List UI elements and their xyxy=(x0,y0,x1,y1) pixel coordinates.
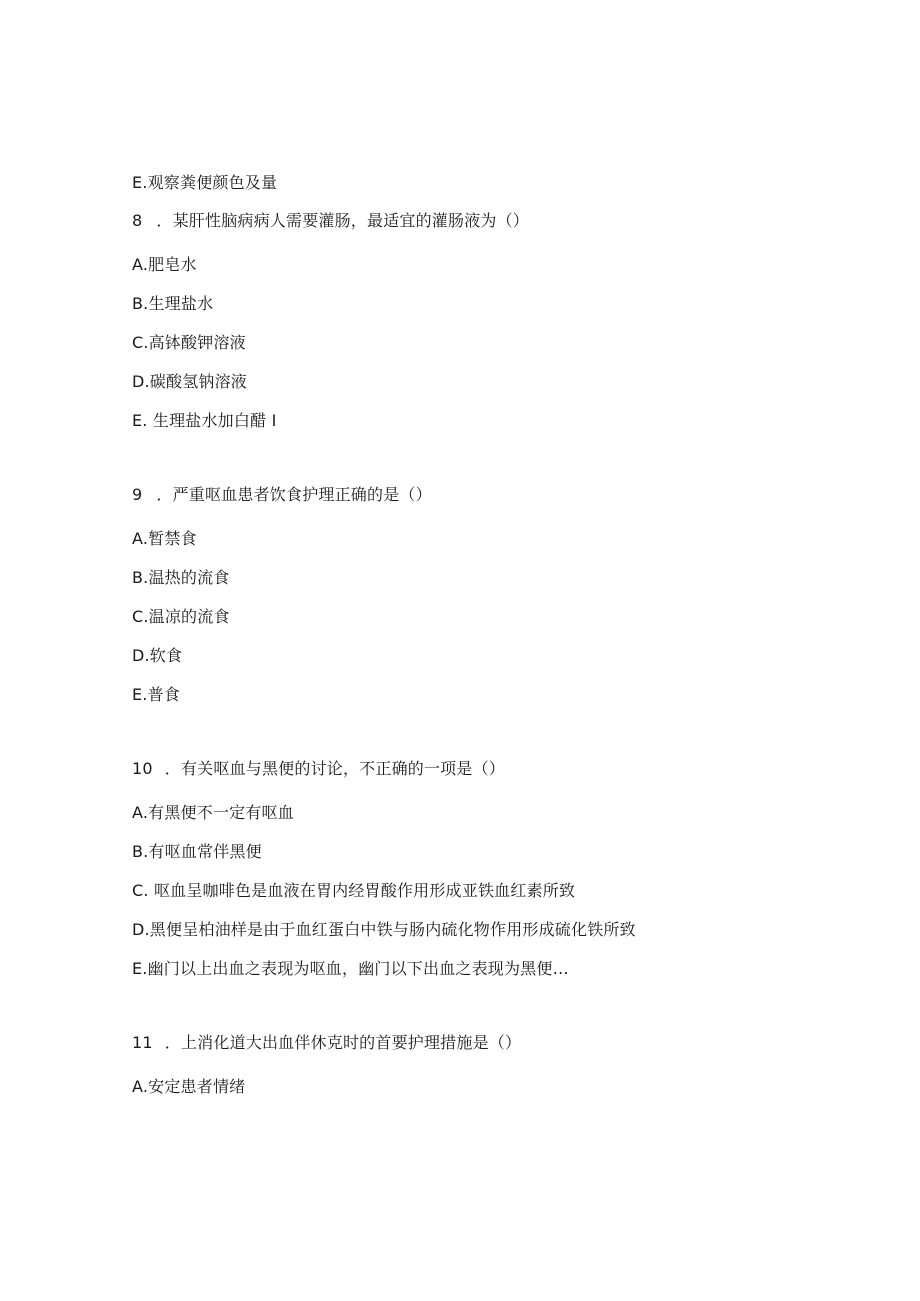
option-9d: D.软食 xyxy=(132,646,183,665)
option-8e: E. 生理盐水加白醋 I xyxy=(132,411,277,430)
option-9a: A.暂禁食 xyxy=(132,529,197,548)
question-text: ．严重呕血患者饮食护理正确的是（） xyxy=(156,485,432,504)
question-number: 9 xyxy=(132,485,143,504)
option-11a: A.安定患者情绪 xyxy=(132,1077,246,1096)
question-11 xyxy=(132,1032,521,1054)
option-10e: E.幽门以上出血之表现为呕血，幽门以下出血之表现为黑便… xyxy=(132,959,569,978)
question-text: ．有关呕血与黑便的讨论，不正确的一项是（） xyxy=(164,759,505,778)
option-8b: B.生理盐水 xyxy=(132,294,214,313)
option-10d: D.黑便呈柏油样是由于血红蛋白中铁与肠内硫化物作用形成硫化铁所致 xyxy=(132,920,636,939)
option-10c: C. 呕血呈咖啡色是血液在胃内经胃酸作用形成亚铁血红素所致 xyxy=(132,881,576,900)
option-9e: E.普食 xyxy=(132,685,180,704)
option-9c: C.温凉的流食 xyxy=(132,607,230,626)
question-text: ．上消化道大出血伴休克时的首要护理措施是（） xyxy=(164,1033,522,1052)
question-number: 10 xyxy=(132,759,153,778)
option-7e: E.观察粪便颜色及量 xyxy=(132,173,278,192)
question-9 xyxy=(132,484,432,506)
option-8a: A.肥皂水 xyxy=(132,255,197,274)
question-number: 11 xyxy=(132,1033,153,1052)
option-8c: C.高钵酸钾溶液 xyxy=(132,333,246,352)
question-text: ．某肝性脑病病人需要灌肠，最适宜的灌肠液为（） xyxy=(156,211,529,230)
option-10a: A.有黑便不一定有呕血 xyxy=(132,803,294,822)
question-8 xyxy=(132,210,529,232)
question-number: 8 xyxy=(132,211,143,230)
option-10b: B.有呕血常伴黑便 xyxy=(132,842,262,861)
option-8d: D.碳酸氢钠溶液 xyxy=(132,372,248,391)
option-9b: B.温热的流食 xyxy=(132,568,230,587)
question-10 xyxy=(132,758,505,780)
